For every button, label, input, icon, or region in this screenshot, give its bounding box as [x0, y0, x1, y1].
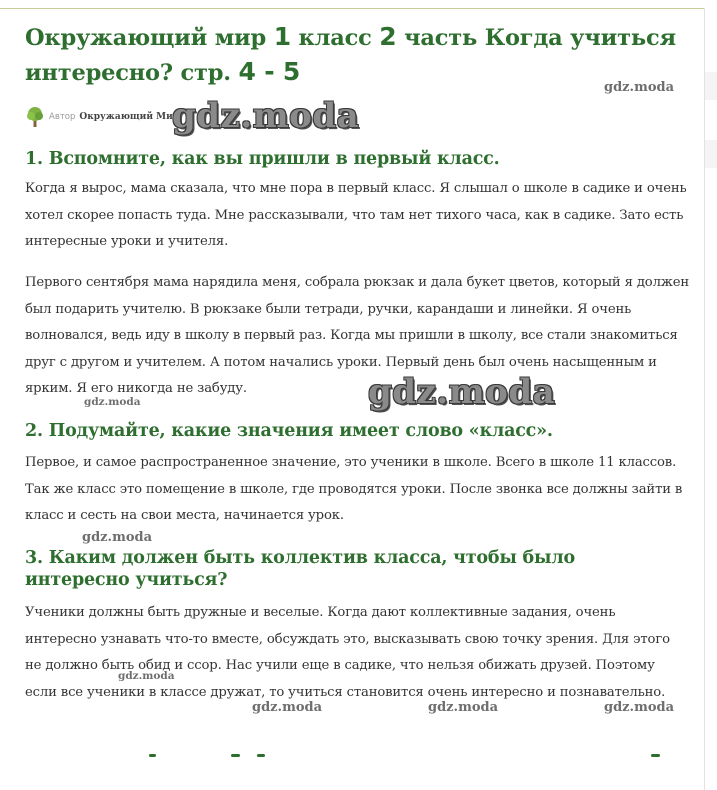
watermark: gdz.moda: [84, 396, 141, 408]
section-3-paragraph-1: Ученики должны быть дружные и веселые. Когда дают коллективные задания, очень интересно узнавать что-то вместе, обсуждать это, высказывать свою точку зрения. Для этого не должно быть обид и ссор. Нас учили еще в садике, что нельзя обижать друзей. Поэтому если все ученики в классе дружат, то учиться становится очень интересно и познавательно.: [25, 605, 670, 700]
section-1-paragraph-1: Когда я вырос, мама сказала, что мне пора в первый класс. Я слышал о школе в садике и очень хотел скорее попасть туда. Мне рассказывали, что там нет тихого часа, как в садике. Зато есть интересные уроки и учителя.: [25, 181, 687, 249]
next-heading-cutoff: [25, 746, 685, 758]
watermark: gdz.moda: [82, 530, 153, 545]
watermark: gdz.moda: [252, 700, 323, 715]
watermark: gdz.moda: [118, 670, 175, 682]
section-1-paragraph-2: Первого сентября мама нарядила меня, собрала рюкзак и дала букет цветов, который я должен был подарить учителю. В рюкзаке были тетради, ручки, карандаши и линейки. Я очень волновался, ведь иду в школу в первый раз. Когда мы пришли в школу, все стали знакомиться друг с другом и учителем. А потом начались уроки. Первый день был очень насыщенным и ярким. Я его никогда не забуду.: [25, 275, 690, 396]
section-2-paragraph-1: Первое, и самое распространенное значение, это ученики в школе. Всего в школе 11 классов. Так же класс это помещение в школе, где проводятся уроки. После звонка все должны зайти в класс и сесть на свои места, начинается урок.: [25, 455, 683, 523]
tree-icon: [25, 106, 45, 128]
watermark: gdz.moda: [604, 80, 675, 95]
watermark: gdz.moda: [604, 700, 675, 715]
author-label: Автор: [49, 112, 76, 122]
section-heading-1: 1. Вспомните, как вы пришли в первый класс.: [25, 149, 500, 169]
side-panel-box: [705, 72, 717, 100]
watermark: gdz.moda: [368, 372, 556, 412]
author-line: [25, 106, 179, 128]
section-heading-2: 2. Подумайте, какие значения имеет слово «класс».: [25, 421, 553, 441]
top-divider: [0, 8, 704, 9]
content-right-border: [704, 8, 705, 790]
section-heading-3: 3. Каким должен быть коллектив класса, чтобы было интересно учиться?: [25, 548, 575, 590]
author-link[interactable]: Окружающий Мир: [79, 112, 180, 122]
watermark: gdz.moda: [172, 96, 360, 136]
side-panel-box: [705, 140, 717, 168]
watermark: gdz.moda: [428, 700, 499, 715]
page-title: Окружающий мир 1 класс 2 часть Когда учиться интересно? стр. 4 - 5: [25, 22, 676, 86]
